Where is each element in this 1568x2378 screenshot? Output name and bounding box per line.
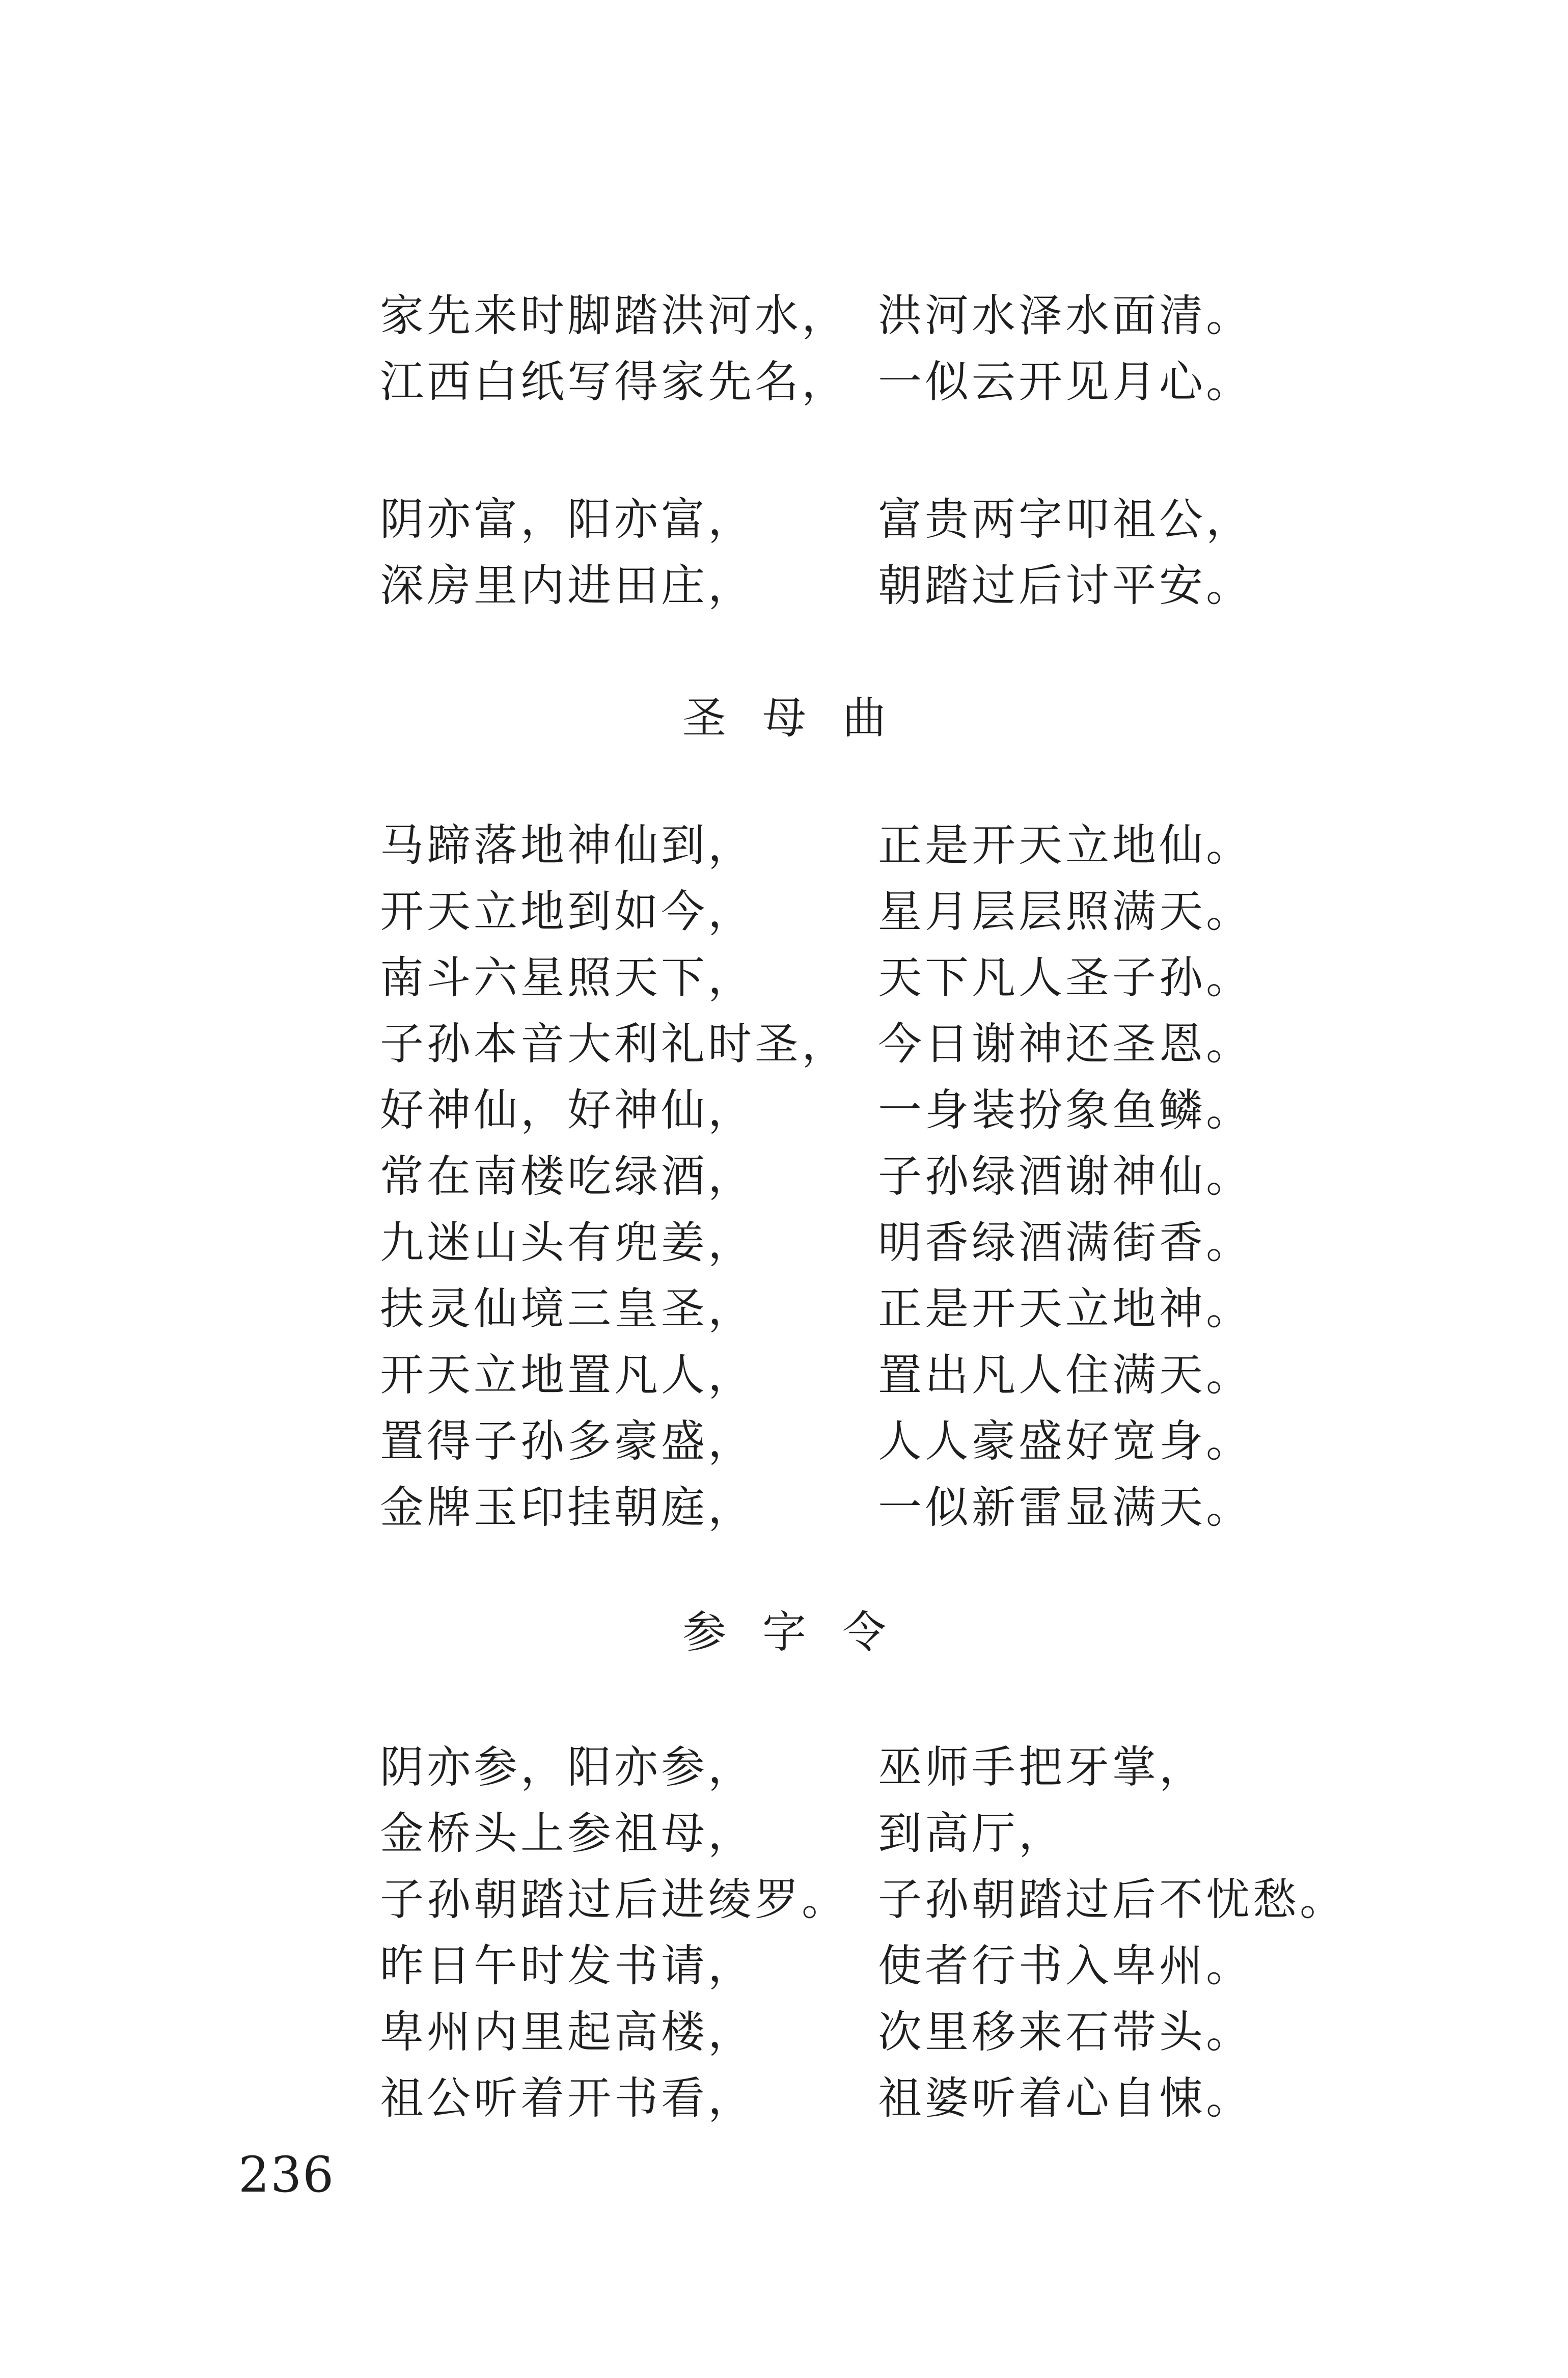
- verse-line: [0, 1408, 1568, 1474]
- verse-line: [0, 1077, 1568, 1143]
- page-number: 236: [238, 2146, 335, 2203]
- verse-line: [0, 1474, 1568, 1541]
- verse-line: [0, 1011, 1568, 1077]
- verse-left: 扶灵仙境三皇圣，: [380, 1283, 755, 1334]
- verse-line: [0, 1800, 1568, 1867]
- verse-right: 今日谢神还圣恩。: [878, 1019, 1253, 1070]
- verse-left: 金牌玉印挂朝庭，: [380, 1482, 755, 1533]
- verse-left: 阴亦富，阳亦富，: [380, 494, 755, 545]
- verse-right: 巫师手把牙掌，: [878, 1742, 1206, 1793]
- verse-left: 祖公听着开书看，: [380, 2073, 755, 2124]
- verse-left: 家先来时脚踏洪河水，: [380, 290, 848, 341]
- verse-right: 一似新雷显满天。: [878, 1482, 1253, 1533]
- verse-left: 置得子孙多豪盛，: [380, 1416, 755, 1467]
- verse-left: 常在南楼吃绿酒，: [380, 1151, 755, 1202]
- verse-left: 金桥头上参祖母，: [380, 1808, 755, 1859]
- verse-left: 子孙本音大利礼时圣，: [380, 1019, 848, 1070]
- verse-left: 阴亦参，阳亦参，: [380, 1742, 755, 1793]
- verse-right: 子孙绿酒谢神仙。: [878, 1151, 1253, 1202]
- verse-line: [0, 2065, 1568, 2131]
- verse-right: 次里移来石带头。: [878, 2007, 1253, 2058]
- section-title-shengmuqu: [682, 685, 886, 751]
- verse-right: 使者行书入卑州。: [878, 1940, 1253, 1991]
- verse-line: [0, 1143, 1568, 1210]
- verse-right: 天下凡人圣子孙。: [878, 952, 1253, 1003]
- verse-line: [0, 486, 1568, 553]
- verse-line: [0, 879, 1568, 945]
- verse-right: 洪河水泽水面清。: [878, 290, 1253, 341]
- verse-line: [0, 1210, 1568, 1276]
- verse-line: [0, 812, 1568, 879]
- verse-left: 卑州内里起高楼，: [380, 2007, 755, 2058]
- verse-right: 子孙朝踏过后不忧愁。: [878, 1874, 1346, 1925]
- verse-right: 人人豪盛好宽身。: [878, 1416, 1253, 1467]
- title-char: 参: [682, 1607, 726, 1658]
- verse-left: 开天立地置凡人，: [380, 1350, 755, 1401]
- verse-right: 一身装扮象鱼鳞。: [878, 1085, 1253, 1136]
- title-char: 字: [762, 1607, 806, 1658]
- title-char: 圣: [682, 693, 726, 744]
- verse-right: 祖婆听着心自悚。: [878, 2073, 1253, 2124]
- verse-line: [0, 553, 1568, 619]
- verse-right: 正是开天立地仙。: [878, 820, 1253, 871]
- verse-line: [0, 1867, 1568, 1933]
- verse-right: 朝踏过后讨平安。: [878, 560, 1253, 611]
- verse-line: [0, 1276, 1568, 1342]
- verse-left: 子孙朝踏过后进绫罗。: [380, 1874, 848, 1925]
- verse-right: 明香绿酒满街香。: [878, 1217, 1253, 1268]
- verse-left: 马蹄落地神仙到，: [380, 820, 755, 871]
- verse-left: 九迷山头有兜姜，: [380, 1217, 755, 1268]
- verse-line: [0, 1999, 1568, 2065]
- section-title-canzi-ling: [682, 1599, 886, 1665]
- verse-left: 开天立地到如今，: [380, 886, 755, 937]
- verse-line: [0, 283, 1568, 349]
- verse-right: 星月层层照满天。: [878, 886, 1253, 937]
- verse-left: 好神仙，好神仙，: [380, 1085, 755, 1136]
- verse-right: 正是开天立地神。: [878, 1283, 1253, 1334]
- verse-line: [0, 1933, 1568, 1999]
- verse-right: 置出凡人住满天。: [878, 1350, 1253, 1401]
- verse-line: [0, 1342, 1568, 1408]
- verse-left: 昨日午时发书请，: [380, 1940, 755, 1991]
- verse-left: 江西白纸写得家先名，: [380, 357, 848, 407]
- verse-line: [0, 945, 1568, 1011]
- title-char: 曲: [842, 693, 886, 744]
- verse-line: [0, 1734, 1568, 1800]
- title-char: 母: [762, 693, 806, 744]
- verse-line: [0, 349, 1568, 415]
- verse-left: 深房里内进田庄，: [380, 560, 755, 611]
- title-char: 令: [842, 1607, 886, 1658]
- verse-left: 南斗六星照天下，: [380, 952, 755, 1003]
- verse-right: 到高厅，: [878, 1808, 1065, 1859]
- verse-right: 富贵两字叩祖公，: [878, 494, 1253, 545]
- verse-right: 一似云开见月心。: [878, 357, 1253, 407]
